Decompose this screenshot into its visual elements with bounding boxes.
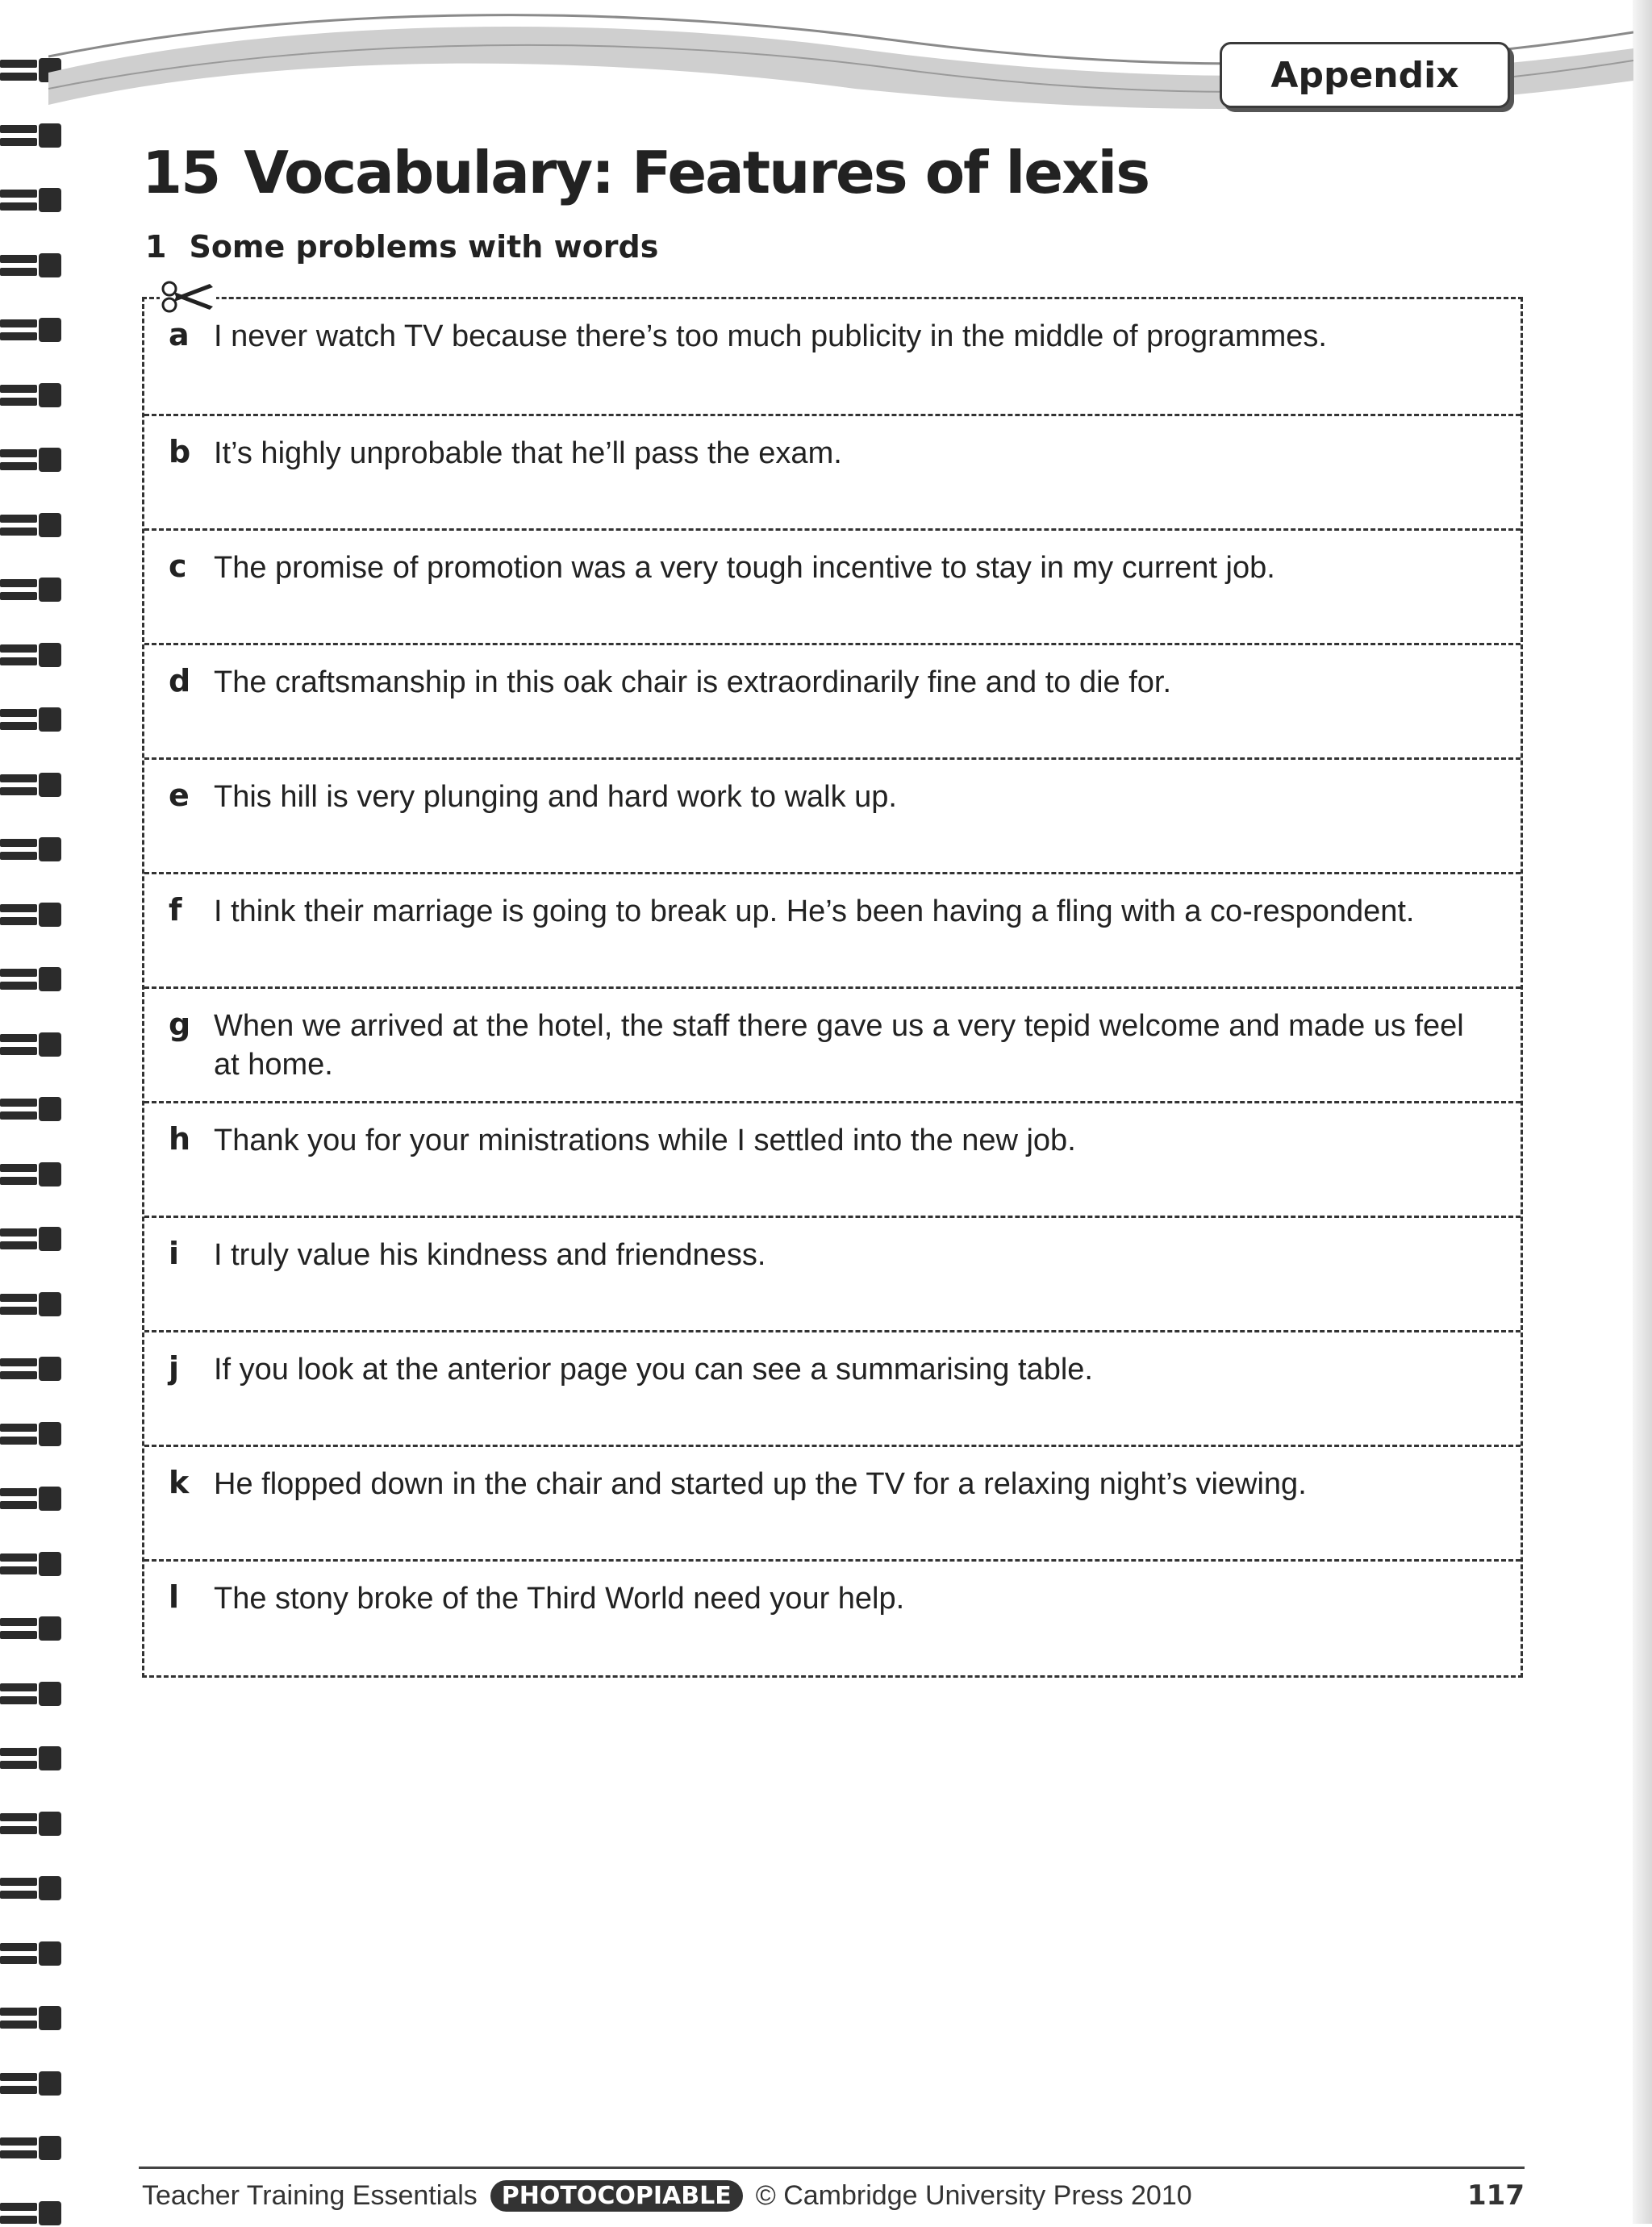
binding-coil xyxy=(0,1680,63,1708)
cut-out-cards xyxy=(142,297,1523,1678)
card-letter: d xyxy=(169,663,191,699)
card-sentence: It’s highly unprobable that he’ll pass the exam. xyxy=(214,436,842,470)
card-letter: i xyxy=(169,1236,180,1271)
binding-coil xyxy=(0,706,63,733)
card-f xyxy=(144,872,1521,986)
card-j xyxy=(144,1330,1521,1445)
binding-coil xyxy=(0,576,63,603)
binding-coil xyxy=(0,186,63,214)
card-letter: j xyxy=(169,1350,180,1386)
page-title xyxy=(142,139,1149,206)
binding-coil xyxy=(0,1291,63,1318)
binding-coil xyxy=(0,1745,63,1772)
card-sentence: I truly value his kindness and friendness. xyxy=(214,1238,766,1272)
footer-rule xyxy=(139,2167,1525,2169)
card-sentence: I never watch TV because there’s too much publicity in the middle of programmes. xyxy=(214,319,1327,353)
binding-coil xyxy=(0,836,63,863)
binding-coil xyxy=(0,446,63,473)
card-sentence: This hill is very plunging and hard work to walk up. xyxy=(214,780,897,814)
binding-coil xyxy=(0,1420,63,1448)
binding-coil xyxy=(0,1810,63,1837)
card-e xyxy=(144,757,1521,872)
binding-coil xyxy=(0,2200,63,2227)
binding-coil xyxy=(0,901,63,928)
title-number: 15 xyxy=(142,139,220,206)
binding-coil xyxy=(0,511,63,539)
card-a xyxy=(144,299,1521,414)
card-sentence: He flopped down in the chair and started up the TV for a relaxing night’s viewing. xyxy=(214,1467,1307,1501)
card-letter: c xyxy=(169,548,187,584)
footer-book-title: Teacher Training Essentials xyxy=(142,2179,478,2211)
scissors-icon xyxy=(160,279,216,315)
binding-coil xyxy=(0,771,63,799)
page-edge-shadow xyxy=(1633,0,1652,2224)
binding-coil xyxy=(0,641,63,669)
card-h xyxy=(144,1101,1521,1216)
card-l xyxy=(144,1559,1521,1674)
binding-coil xyxy=(0,382,63,409)
spiral-binding xyxy=(0,32,73,2224)
card-sentence: I think their marriage is going to break up. He’s been having a fling with a co-respondent. xyxy=(214,895,1415,928)
footer-copyright: © Cambridge University Press 2010 xyxy=(755,2179,1192,2211)
card-sentence: Thank you for your ministrations while I settled into the new job. xyxy=(214,1124,1076,1157)
title-text: Vocabulary: Features of lexis xyxy=(244,139,1149,206)
binding-coil xyxy=(0,1550,63,1578)
card-sentence: The craftsmanship in this oak chair is extraordinarily fine and to die for. xyxy=(214,665,1172,699)
page-footer xyxy=(142,2178,1525,2213)
page-number: 117 xyxy=(1467,2179,1525,2212)
card-letter: e xyxy=(169,778,190,813)
card-letter: h xyxy=(169,1121,191,1157)
section-heading xyxy=(145,229,658,265)
card-letter: f xyxy=(169,892,182,928)
binding-coil xyxy=(0,2070,63,2097)
binding-coil xyxy=(0,1615,63,1642)
binding-coil xyxy=(0,1485,63,1512)
card-sentence: The stony broke of the Third World need your help. xyxy=(214,1582,905,1616)
card-i xyxy=(144,1216,1521,1330)
binding-coil xyxy=(0,1225,63,1253)
photocopiable-badge: PHOTOCOPIABLE xyxy=(490,2180,743,2212)
binding-coil xyxy=(0,1940,63,1967)
card-b xyxy=(144,414,1521,528)
card-g xyxy=(144,986,1521,1101)
section-number: 1 xyxy=(145,229,167,265)
binding-coil xyxy=(0,1031,63,1058)
card-sentence: If you look at the anterior page you can see a summarising table. xyxy=(214,1353,1093,1387)
card-sentence: The promise of promotion was a very tough incentive to stay in my current job. xyxy=(214,551,1275,585)
binding-coil xyxy=(0,252,63,279)
card-letter: b xyxy=(169,434,191,469)
card-letter: a xyxy=(169,317,190,352)
card-c xyxy=(144,528,1521,643)
card-letter: g xyxy=(169,1007,191,1042)
binding-coil xyxy=(0,1355,63,1382)
card-letter: l xyxy=(169,1579,180,1615)
card-letter: k xyxy=(169,1465,190,1500)
binding-coil xyxy=(0,1095,63,1123)
binding-coil xyxy=(0,1875,63,1902)
binding-coil xyxy=(0,2134,63,2162)
binding-coil xyxy=(0,1161,63,1188)
card-sentence: When we arrived at the hotel, the staff there gave us a very tepid welcome and made us feel at home. xyxy=(214,1009,1464,1082)
section-text: Some problems with words xyxy=(189,229,659,265)
card-d xyxy=(144,643,1521,757)
binding-coil xyxy=(0,965,63,993)
binding-coil xyxy=(0,2004,63,2032)
binding-coil xyxy=(0,316,63,344)
card-k xyxy=(144,1445,1521,1559)
appendix-tab: Appendix xyxy=(1220,42,1510,108)
